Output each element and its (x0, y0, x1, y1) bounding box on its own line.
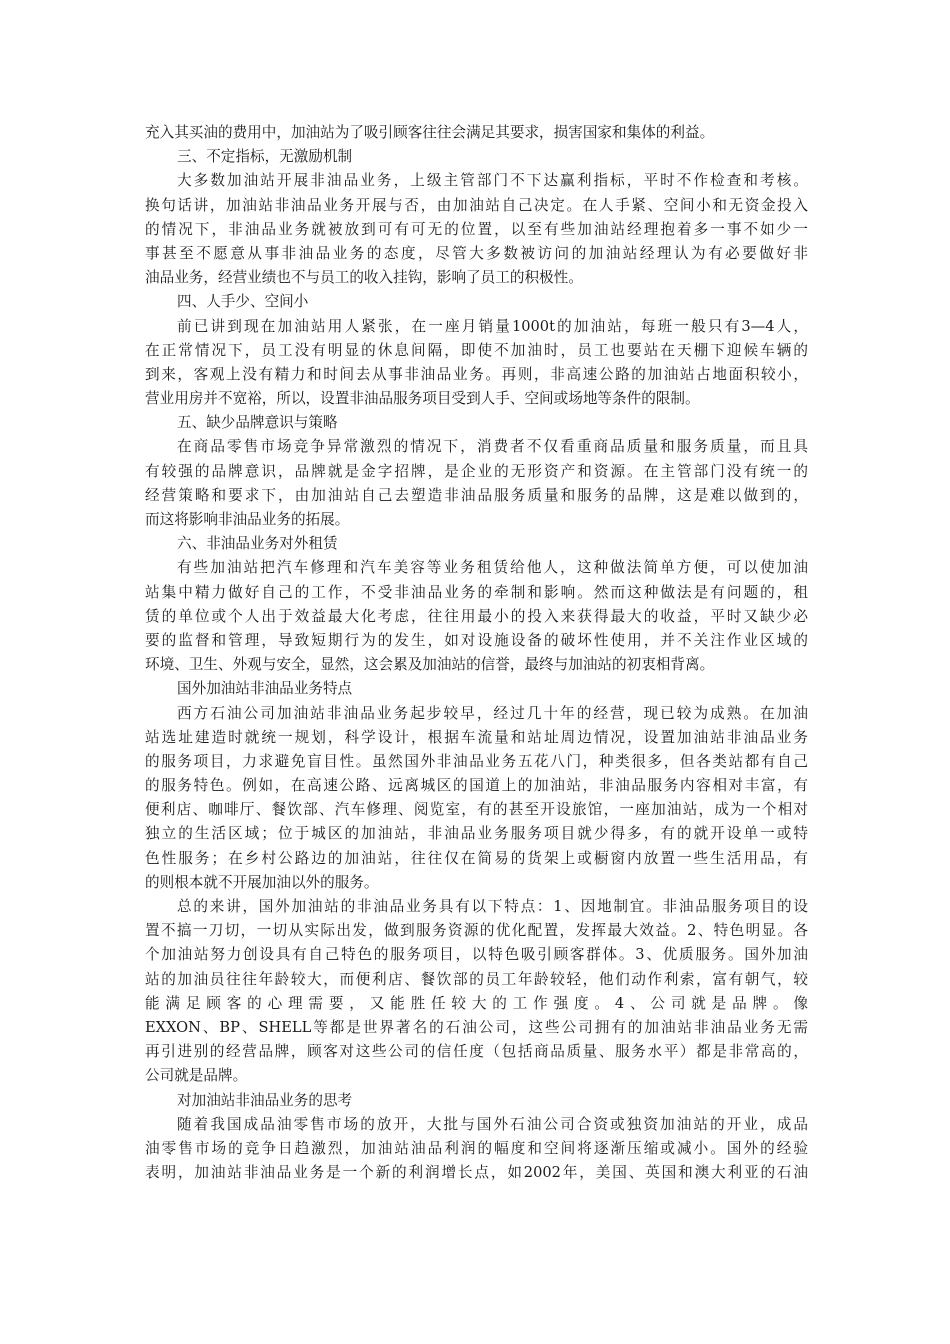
text-line: 而这将影响非油品业务的拓展。 (145, 511, 350, 528)
text-line: 经营策略和要求下，由加油站自己去塑造非油品服务质量和服务的品牌，这是难以做到的， (145, 486, 808, 504)
text-line: 站选址建造时就统一规划，科学设计，根据车流量和站址周边情况，设置加油站非油品业务 (145, 728, 808, 746)
heading-text: 对加油站非油品业务的思考 (177, 1091, 353, 1109)
text-line: 赁的单位或个人出于效益最大化考虑，往往用最小的投入来获得最大的收益，平时又缺少必 (145, 607, 808, 625)
section-heading (145, 532, 808, 556)
text-line: 置不搞一刀切，一切从实际出发，做到服务资源的优化配置，发挥最大效益。2、特色明显。各 (145, 922, 808, 940)
text-line: 换句话讲，加油站非油品业务开展与否，由加油站自己决定。在人手紧、空间小和无资金投入 (145, 196, 808, 214)
text-line: 到来，客观上没有精力和时间去从事非油品业务。再则，非高速公路的加油站占地面积较小， (145, 365, 808, 383)
text-line: 在正常情况下，员工没有明显的休息间隔，即使不加油时，员工也要站在天棚下迎候车辆的 (145, 341, 808, 359)
heading-text: 三、不定指标，无激励机制 (177, 148, 353, 166)
text-line: 营业用房并不宽裕，所以，设置非油品服务项目受到人手、空间或场地等条件的限制。 (145, 390, 700, 408)
text-line: 公司就是品牌。 (145, 1067, 248, 1085)
text-line: 油品业务，经营业绩也不与员工的收入挂钩，影响了员工的积极性。 (145, 269, 583, 287)
text-line: EXXON、BP、SHELL等都是世界著名的石油公司，这些公司拥有的加油站非油品业务无需 (145, 1018, 808, 1036)
paragraph (145, 556, 808, 677)
text-line: 个加油站努力创设具有自己特色的服务项目，以特色吸引顾客群体。3、优质服务。国外加油 (145, 946, 808, 964)
text-line: 再引进别的经营品牌，顾客对这些公司的信任度（包括商品质量、服务水平）都是非常高的， (145, 1043, 808, 1061)
text-line: 的情况下，非油品业务就被放到可有可无的位置，以至有些加油站经理抱着多一事不如少一 (145, 220, 808, 238)
heading-text: 四、人手少、空间小 (177, 293, 309, 311)
paragraph (145, 169, 808, 290)
paragraph (145, 1113, 808, 1186)
text-line: 色性服务；在乡村公路边的加油站，往往仅在简易的货架上或橱窗内放置一些生活用品，有 (145, 849, 808, 867)
text-line: 西方石油公司加油站非油品业务起步较早，经过几十年的经营，现已较为成熟。在加油 (177, 704, 808, 722)
text-line: 的服务项目，力求避免盲目性。虽然国外非油品业务五花八门，种类很多，但各类站都有自己 (145, 752, 808, 770)
paragraph (145, 702, 808, 896)
text-line: 总的来讲，国外加油站的非油品业务具有以下特点：1、因地制宜。非油品服务项目的设 (177, 898, 808, 915)
document-body (145, 121, 808, 1185)
text-line: 便利店、咖啡厅、餐饮部、汽车修理、阅览室，有的甚至开设旅馆，一座加油站，成为一个相对 (145, 801, 808, 819)
text-line: 充入其买油的费用中，加油站为了吸引顾客往往会满足其要求，损害国家和集体的利益。 (145, 124, 715, 141)
heading-text: 五、缺少品牌意识与策略 (177, 414, 338, 432)
paragraph (145, 315, 808, 412)
text-line: 有些加油站把汽车修理和汽车美容等业务租赁给他人，这种做法简单方便，可以使加油 (177, 559, 808, 577)
text-line: 前已讲到现在加油站用人紧张，在一座月销量1000t的加油站，每班一般只有3—4人， (177, 317, 808, 335)
heading-text: 六、非油品业务对外租赁 (177, 535, 338, 553)
section-heading (145, 145, 808, 169)
text-line: 有较强的品牌意识，品牌就是金字招牌，是企业的无形资产和资源。在主管部门没有统一的 (145, 462, 808, 480)
text-line: 能满足顾客的心理需要，又能胜任较大的工作强度。4、公司就是品牌。像 (145, 994, 808, 1012)
text-line: 表明，加油站非油品业务是一个新的利润增长点，如2002年，美国、英国和澳大利亚的石油 (145, 1164, 808, 1182)
paragraph (145, 895, 808, 1089)
text-line: 要的监督和管理，导致短期行为的发生，如对设施设备的破坏性使用，并不关注作业区域的 (145, 631, 808, 649)
text-line: 环境、卫生、外观与安全，显然，这会累及加油站的信誉，最终与加油站的初衷相背离。 (145, 656, 715, 674)
section-heading (145, 411, 808, 435)
section-heading (145, 1089, 808, 1113)
text-line: 的服务特色。例如，在高速公路、远离城区的国道上的加油站，非油品服务内容相对丰富，有 (145, 777, 808, 795)
heading-text: 国外加油站非油品业务特点 (177, 680, 353, 698)
text-line: 大多数加油站开展非油品业务，上级主管部门不下达赢利指标，平时不作检查和考核。 (177, 172, 808, 190)
paragraph (145, 121, 808, 145)
text-line: 在商品零售市场竞争异常激烈的情况下，消费者不仅看重商品质量和服务质量，而且具 (177, 438, 808, 456)
section-heading (145, 290, 808, 314)
text-line: 站集中精力做好自己的工作，不受非油品业务的牵制和影响。然而这种做法是有问题的，租 (145, 583, 808, 601)
paragraph (145, 435, 808, 532)
text-line: 油零售市场的竞争日趋激烈，加油站油品利润的幅度和空间将逐渐压缩或减小。国外的经验 (145, 1139, 808, 1157)
section-heading (145, 677, 808, 701)
text-line: 独立的生活区域；位于城区的加油站，非油品业务服务项目就少得多，有的就开设单一或特 (145, 825, 808, 843)
text-line: 随着我国成品油零售市场的放开，大批与国外石油公司合资或独资加油站的开业，成品 (177, 1115, 808, 1133)
text-line: 站的加油员往往年龄较大，而便利店、餐饮部的员工年龄较轻，他们动作利索，富有朝气，较 (145, 970, 808, 988)
text-line: 的则根本就不开展加油以外的服务。 (145, 873, 379, 891)
text-line: 事甚至不愿意从事非油品业务的态度，尽管大多数被访问的加油站经理认为有必要做好非 (145, 244, 808, 262)
